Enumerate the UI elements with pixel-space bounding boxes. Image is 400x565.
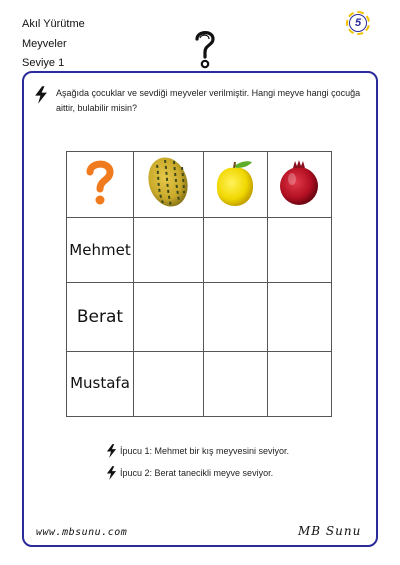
answer-cell[interactable] xyxy=(203,351,267,416)
answer-cell[interactable] xyxy=(203,283,267,352)
answer-cell[interactable] xyxy=(134,283,204,352)
answer-cell[interactable] xyxy=(267,218,331,283)
name-cell xyxy=(67,283,134,352)
logic-grid xyxy=(66,151,332,417)
subtopic-label: Meyveler xyxy=(22,38,67,50)
fruit-header-quince xyxy=(203,152,267,218)
answer-cell[interactable] xyxy=(134,218,204,283)
page-number: 5 xyxy=(354,17,362,29)
child-name-1: Mehmet xyxy=(69,240,131,259)
grid-corner-cell xyxy=(67,152,134,218)
answer-cell[interactable] xyxy=(267,283,331,352)
hint-2 xyxy=(106,466,273,480)
hint-text: İpucu 1: Mehmet bir kış meyvesini seviyor. xyxy=(120,446,290,456)
answer-cell[interactable] xyxy=(203,218,267,283)
quince-icon xyxy=(212,156,258,208)
melon-icon xyxy=(143,153,193,211)
hint-text: İpucu 2: Berat tanecikli meyve seviyor. xyxy=(120,468,274,478)
lightning-icon xyxy=(106,466,117,480)
topic-label: Akıl Yürütme xyxy=(22,18,85,30)
name-cell xyxy=(67,218,134,283)
lightning-icon xyxy=(106,444,117,458)
answer-cell[interactable] xyxy=(267,351,331,416)
instruction xyxy=(34,86,364,116)
fruit-header-melon xyxy=(134,152,204,218)
pomegranate-icon xyxy=(276,157,322,207)
question-mark-icon xyxy=(192,28,218,70)
footer-brand: MB Sunu xyxy=(298,524,362,538)
page-number-badge xyxy=(346,11,370,35)
child-name-2: Berat xyxy=(76,306,124,327)
instruction-text: Aşağıda çocuklar ve sevdiği meyveler verilmiştir. Hangi meyve hangi çocuğa aittir, bulabilir misin? xyxy=(56,88,361,113)
footer-url: www.mbsunu.com xyxy=(36,527,128,538)
level-label: Seviye 1 xyxy=(22,57,65,69)
orange-question-mark-icon xyxy=(83,158,117,206)
hint-1 xyxy=(106,444,289,458)
name-cell xyxy=(67,351,134,416)
fruit-header-pomegranate xyxy=(267,152,331,218)
lightning-icon xyxy=(34,86,48,104)
answer-cell[interactable] xyxy=(134,351,204,416)
child-name-3: Mustafa xyxy=(70,374,130,393)
